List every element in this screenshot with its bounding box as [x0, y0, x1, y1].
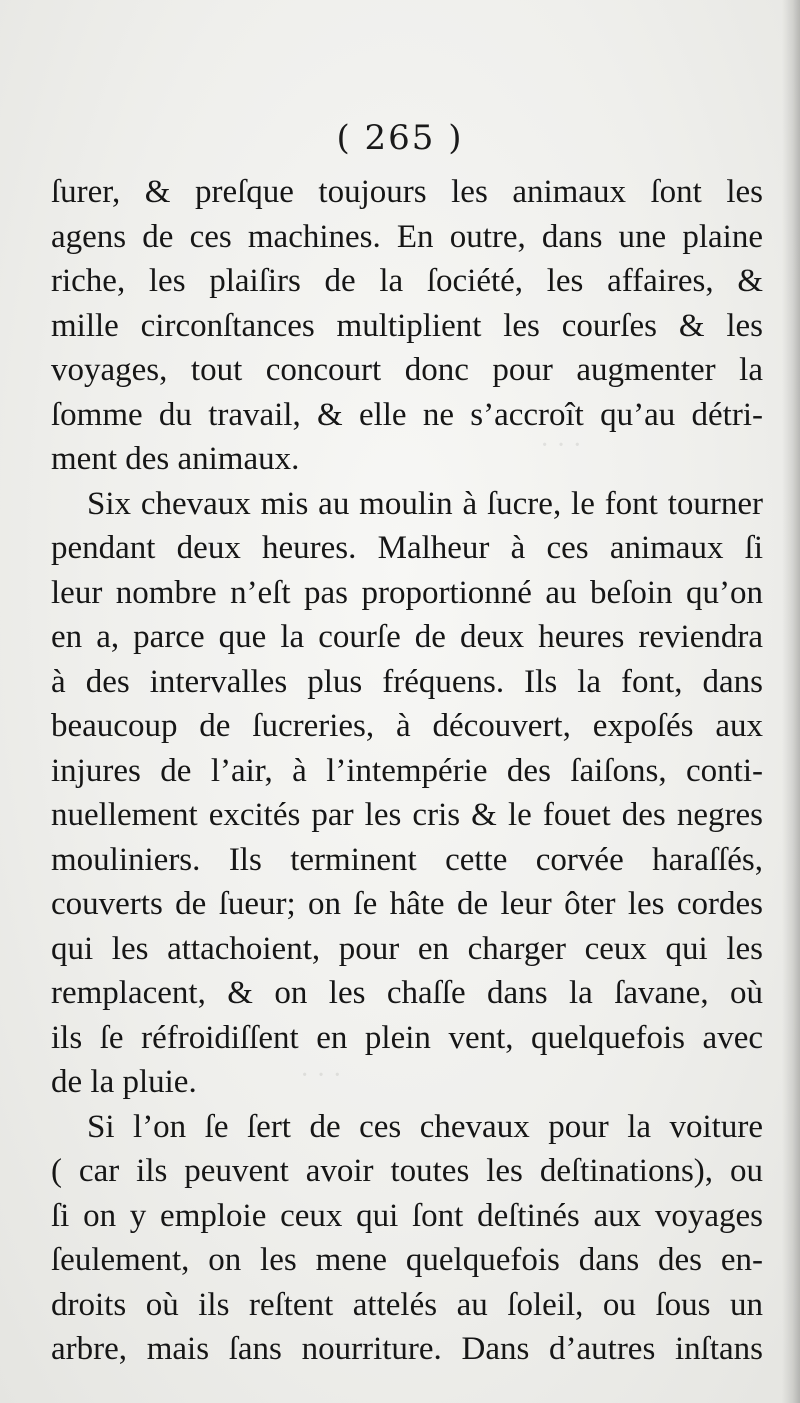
text-line: arbre, mais ſans nourriture. Dans d’autres inſtans — [51, 1331, 763, 1367]
page-edge-shadow — [782, 0, 800, 1403]
page-number: ( 265 ) — [336, 118, 464, 158]
text-line: injures de l’air, à l’intempérie des ſaiſons, conti- — [51, 752, 763, 789]
text-line: couverts de ſueur; on ſe hâte de leur ôter les cordes — [51, 886, 763, 922]
text-line: ſurer, & preſque toujours les animaux ſont les — [51, 174, 763, 210]
text-line: pendant deux heures. Malheur à ces animaux ſi — [51, 530, 763, 566]
text-line: ils ſe réfroidiſſent en plein vent, quelquefois avec — [51, 1019, 763, 1056]
text-line: ment des animaux. — [51, 441, 300, 477]
bleed-through-mark: · · · — [540, 430, 582, 461]
text-line: mille circonſtances multiplient les courſes & les — [51, 307, 763, 344]
text-line: voyages, tout concourt donc pour augmenter la — [51, 352, 763, 388]
text-line: à des intervalles plus fréquens. Ils la font, dans — [51, 663, 763, 700]
text-line: ſomme du travail, & elle ne s’accroît qu’au détri- — [51, 396, 763, 433]
text-line: en a, parce que la courſe de deux heures reviendra — [51, 619, 763, 655]
text-line: de la pluie. — [51, 1064, 197, 1100]
text-line: nuellement excités par les cris & le fouet des negres — [51, 797, 763, 833]
text-line: agens de ces machines. En outre, dans une plaine — [51, 218, 763, 255]
paragraph-first-line: Si l’on ſe ſert de ces chevaux pour la voiture — [87, 1108, 763, 1145]
text-line: beaucoup de ſucreries, à découvert, expoſés aux — [51, 708, 763, 744]
text-line: ( car ils peuvent avoir toutes les deſtinations), ou — [51, 1153, 763, 1189]
paragraph-first-line: Six chevaux mis au moulin à ſucre, le font tourner — [87, 485, 763, 522]
bleed-through-mark: · · · — [300, 1060, 342, 1091]
text-line: ſi on y emploie ceux qui ſont deſtinés aux voyages — [51, 1197, 763, 1234]
text-line: leur nombre n’eſt pas proportionné au beſoin qu’on — [51, 574, 763, 611]
body-text — [51, 170, 763, 1372]
text-line: riche, les plaiſirs de la ſociété, les affaires, & — [51, 263, 763, 299]
text-line: qui les attachoient, pour en charger ceux qui les — [51, 930, 763, 967]
text-line: ſeulement, on les mene quelquefois dans des en- — [51, 1242, 763, 1278]
text-line: remplacent, & on les chaſſe dans la ſavane, où — [51, 975, 763, 1011]
text-line: droits où ils reſtent attelés au ſoleil, ou ſous un — [51, 1286, 763, 1323]
text-line: mouliniers. Ils terminent cette corvée haraſſés, — [51, 841, 763, 878]
